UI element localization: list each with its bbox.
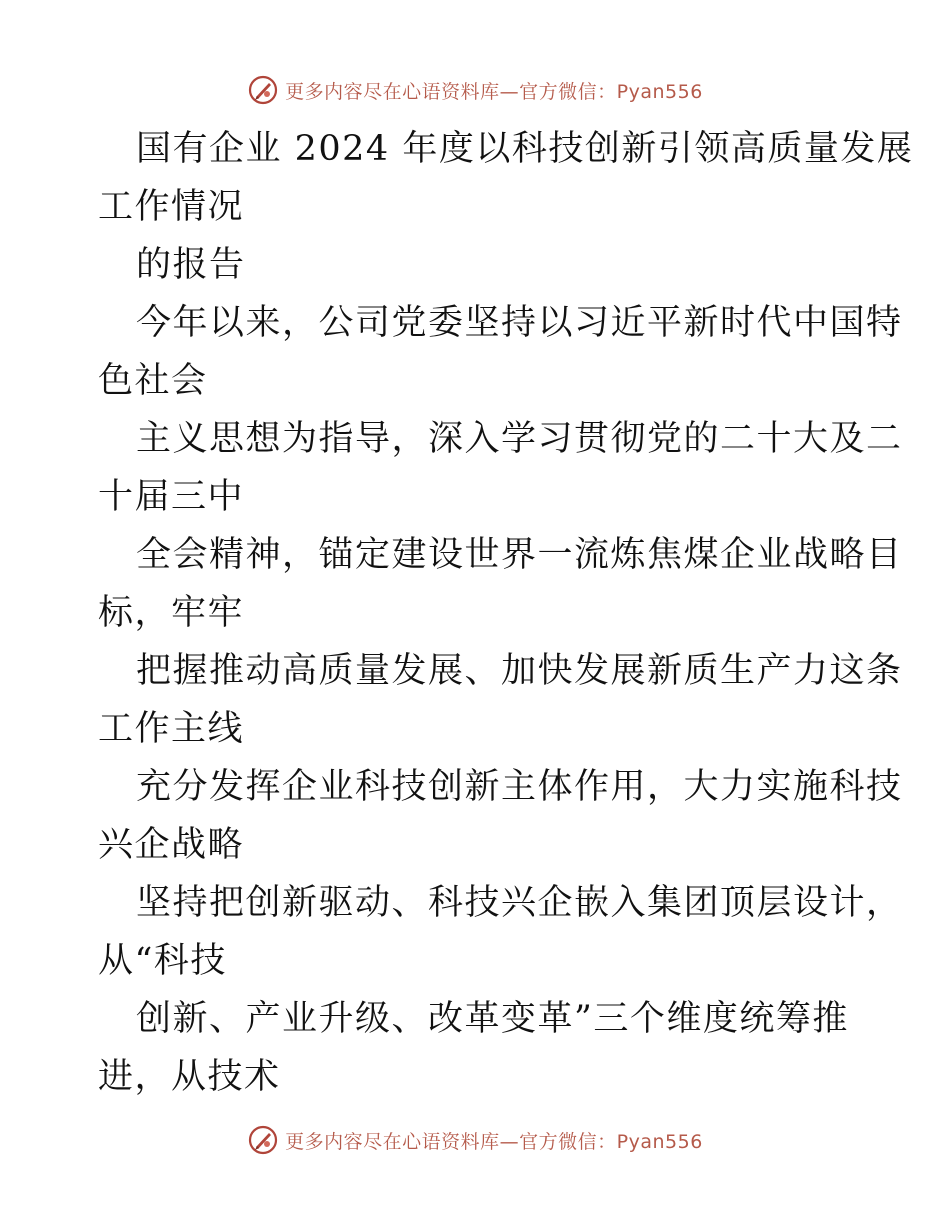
quill-logo-icon <box>247 74 279 106</box>
text-line: 标，牢牢 <box>98 593 245 633</box>
quill-logo-icon <box>247 1124 279 1156</box>
text-line: 充分发挥企业科技创新主体作用，大力实施科技 <box>136 767 903 807</box>
text-line: 今年以来，公司党委坚持以习近平新时代中国特 <box>136 303 903 343</box>
text-line: 创新、产业升级、改革变革”三个维度统筹推 <box>136 999 849 1039</box>
text-line: 兴企战略 <box>98 825 245 865</box>
header-watermark-banner <box>0 70 950 110</box>
text-line: 的报告 <box>136 245 246 285</box>
footer-watermark-banner <box>0 1120 950 1160</box>
text-line: 把握推动高质量发展、加快发展新质生产力这条 <box>136 651 903 691</box>
text-line: 从“科技 <box>98 941 227 981</box>
text-line: 进，从技术 <box>98 1057 281 1097</box>
text-line: 色社会 <box>98 361 208 401</box>
text-line: 主义思想为指导，深入学习贯彻党的二十大及二 <box>136 419 903 459</box>
banner-text: 更多内容尽在心语资料库—官方微信：Pyan556 <box>285 80 703 103</box>
banner-text: 更多内容尽在心语资料库—官方微信：Pyan556 <box>285 1130 703 1153</box>
text-line: 工作情况 <box>98 187 245 227</box>
text-line: 国有企业 2024 年度以科技创新引领高质量发展 <box>136 129 914 169</box>
document-body <box>98 120 914 1106</box>
text-line: 十届三中 <box>98 477 245 517</box>
text-line: 工作主线 <box>98 709 245 749</box>
text-line: 坚持把创新驱动、科技兴企嵌入集团顶层设计， <box>136 883 903 923</box>
text-line: 全会精神，锚定建设世界一流炼焦煤企业战略目 <box>136 535 903 575</box>
